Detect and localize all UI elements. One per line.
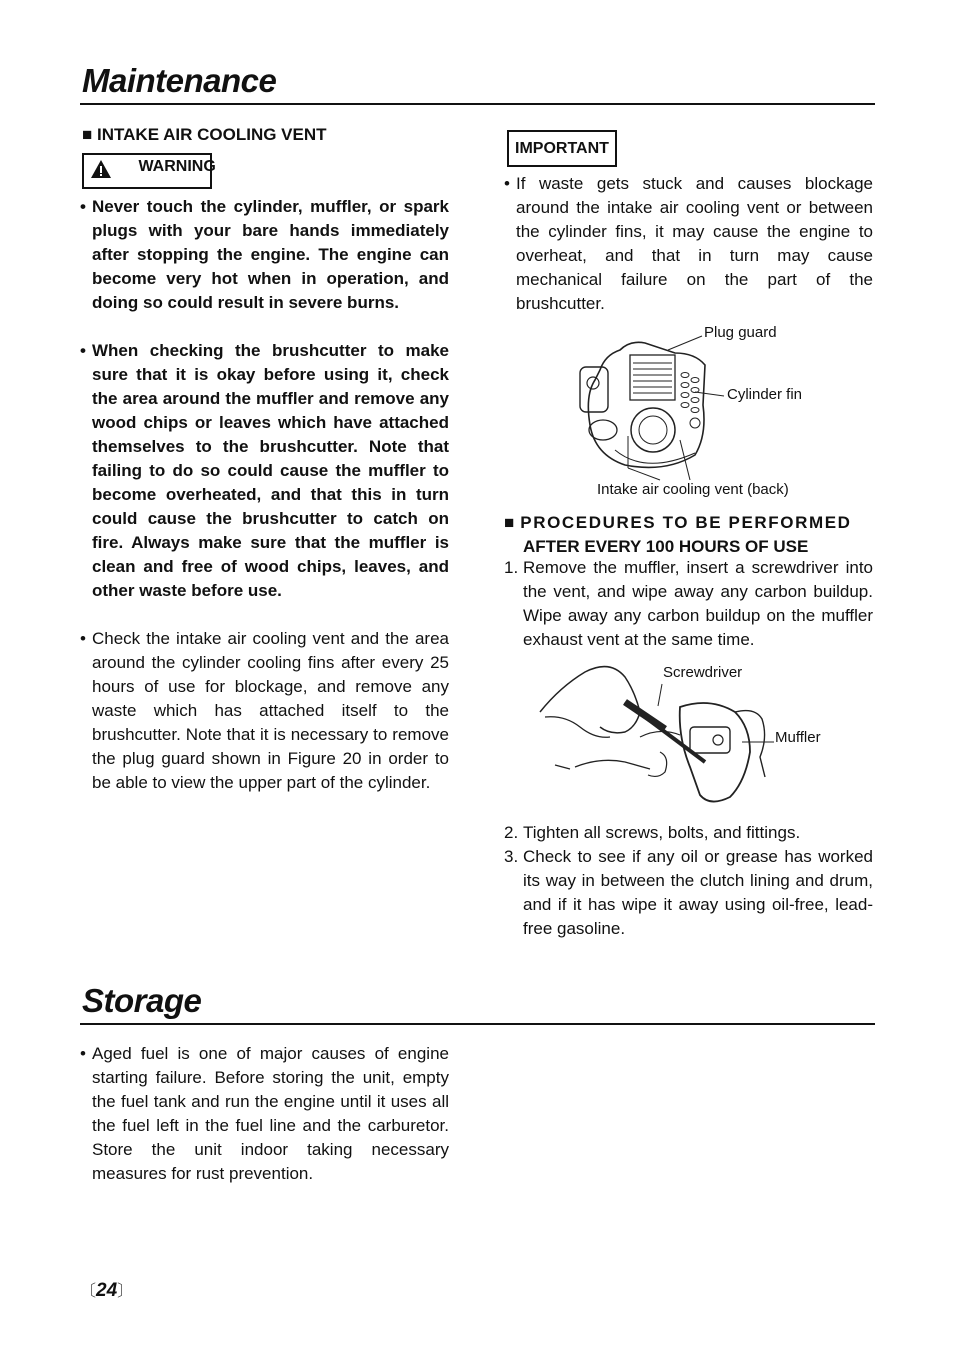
storage-bullet-text: Aged fuel is one of major causes of engine starting failure. Before storing the unit, empty the fuel tank and run the engine until it uses all the fuel left in the fuel line and the carburetor. Store the unit indoor taking necessary measures for rust prevention. <box>92 1044 449 1183</box>
storage-rule <box>80 1023 875 1025</box>
bullet-marker: • <box>80 1044 86 1063</box>
label-plug-guard: Plug guard <box>704 324 777 341</box>
check-bullet-text: Check the intake air cooling vent and the area around the cylinder cooling fins after every 25 hours of use for blockage, and remove any waste which has attached itself to the brushcutter. Note that it is necessary to remove the plug guard shown in Figure 20 in order to be able to view the upper part of the cylinder. <box>92 629 449 792</box>
warning-bullet-2-text: When checking the brushcutter to make sure that it is okay before using it, check the area around the muffler and remove any wood chips or leaves which have attached themselves to the brushcutter. Note that failing to do so could cause the muffler to become overheated, and that this in turn could cause the brushcutter to catch on fire. Always make sure that the muffler is clean and free of wood chips, leaves, and other waste before use. <box>92 341 449 600</box>
step-3-number: 3. <box>504 847 519 866</box>
label-intake-vent: Intake air cooling vent (back) <box>597 481 789 498</box>
warning-label: WARNING <box>138 158 216 175</box>
bullet-marker: • <box>80 197 86 216</box>
step-2-number: 2. <box>504 823 519 842</box>
page-number: 24 <box>96 1280 118 1301</box>
storage-title: Storage <box>82 982 202 1019</box>
page-number-footer <box>80 1278 133 1302</box>
label-screwdriver: Screwdriver <box>663 664 743 681</box>
procedures-heading-text-1: PROCEDURES TO BE PERFORMED <box>520 513 852 532</box>
bullet-marker: • <box>80 629 86 648</box>
page-bracket-open: 〔 <box>80 1283 97 1300</box>
step-2 <box>504 821 873 845</box>
step-3-text: Check to see if any oil or grease has worked its way in between the clutch lining and drum, and if it has wipe it away using oil-free, lead-free gasoline. <box>523 847 873 938</box>
page-bracket-close: 〕 <box>117 1283 134 1300</box>
maintenance-title: Maintenance <box>82 62 277 99</box>
procedures-heading-text-2: AFTER EVERY 100 HOURS OF USE <box>523 537 809 556</box>
label-cylinder-fin: Cylinder fin <box>727 386 803 403</box>
step-1-text: Remove the muffler, insert a screwdriver into the vent, and wipe away any carbon buildup. Wipe away any carbon buildup on the muffler exhaust vent at the same time. <box>523 558 873 649</box>
label-muffler: Muffler <box>775 729 821 746</box>
step-3 <box>504 845 873 941</box>
bullet-marker: • <box>504 174 510 193</box>
warning-bullet-1-text: Never touch the cylinder, muffler, or spark plugs with your bare hands immediately after stopping the engine. The engine can become very hot when in operation, and doing so could result in severe burns. <box>92 197 449 312</box>
important-label: IMPORTANT <box>515 140 609 157</box>
step-2-text: Tighten all screws, bolts, and fittings. <box>523 823 801 842</box>
procedures-marker: ■ <box>504 513 515 532</box>
bullet-marker: • <box>80 341 86 360</box>
intake-heading-text: INTAKE AIR COOLING VENT <box>97 125 327 144</box>
step-1-number: 1. <box>504 558 519 577</box>
heading-marker: ■ <box>82 125 93 144</box>
storage-bullet <box>80 1042 449 1186</box>
important-bullet-text: If waste gets stuck and causes blockage around the intake air cooling vent or between the cylinder fins, it may cause the engine to overheat, and that in turn may cause mechanical failure on the part of the brushcutter. <box>516 174 873 313</box>
